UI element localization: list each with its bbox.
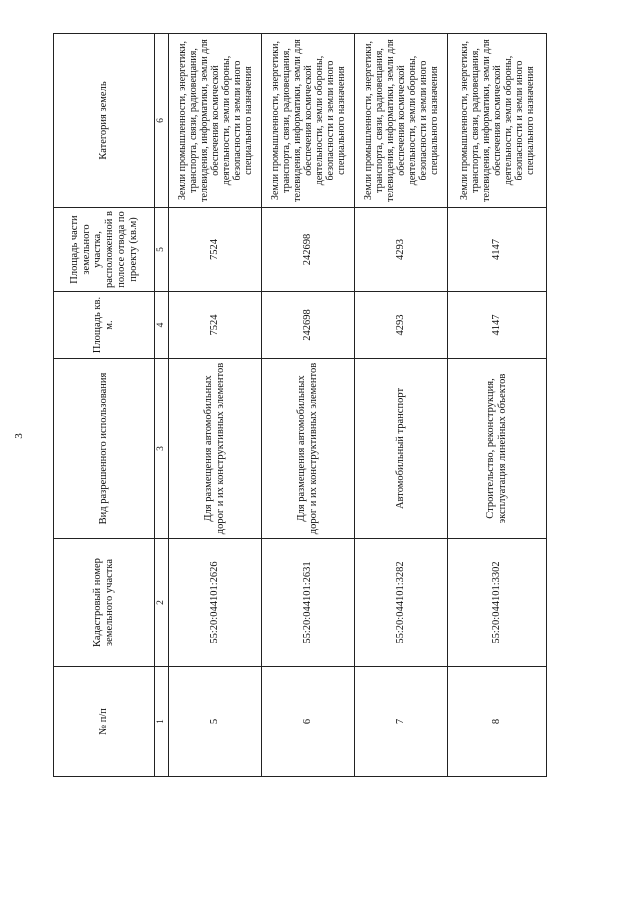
- cadastral-number: 55:20:044101:3282: [355, 539, 448, 667]
- table-row: [262, 34, 355, 777]
- table-row: [355, 34, 448, 777]
- header-cadastral-number: Кадастровый номер земельного участка: [54, 539, 155, 667]
- permitted-use: Для размещения автомобильных дорог и их конструктивных элементов: [262, 359, 355, 539]
- header-part-area: Площадь части земельного участка, расположенной в полосе отвода по проекту (кв.м): [54, 208, 155, 292]
- area: 4147: [448, 292, 547, 359]
- area: 7524: [169, 292, 262, 359]
- land-category: Земли промышленности, энергетики, транспорта, связи, радиовещания, телевидения, информатики, земли для обеспечения космической деятельности, земли обороны, безопасности и земли иного специального назначения: [169, 34, 262, 208]
- part-area: 4147: [448, 208, 547, 292]
- table-row: [169, 34, 262, 777]
- header-permitted-use: Вид разрешенного использования: [54, 359, 155, 539]
- column-number: 2: [155, 539, 169, 667]
- land-category: Земли промышленности, энергетики, транспорта, связи, радиовещания, телевидения, информатики, земли для обеспечения космической деятельности, земли обороны, безопасности и земли иного специального назначения: [448, 34, 547, 208]
- land-category: Земли промышленности, энергетики, транспорта, связи, радиовещания, телевидения, информатики, земли для обеспечения космической деятельности, земли обороны, безопасности и земли иного специального назначения: [355, 34, 448, 208]
- land-plots-table: [53, 33, 547, 777]
- table-row: [448, 34, 547, 777]
- area: 4293: [355, 292, 448, 359]
- table-header-row: [54, 34, 155, 777]
- permitted-use: Строительство, реконструкция, эксплуатация линейных объектов: [448, 359, 547, 539]
- row-number: 7: [355, 667, 448, 777]
- header-row-number: № п/п: [54, 667, 155, 777]
- land-plots-table-wrapper: [53, 34, 541, 777]
- column-number: 1: [155, 667, 169, 777]
- cadastral-number: 55:20:044101:3302: [448, 539, 547, 667]
- part-area: 4293: [355, 208, 448, 292]
- row-number: 6: [262, 667, 355, 777]
- header-land-category: Категория земель: [54, 34, 155, 208]
- land-category: Земли промышленности, энергетики, транспорта, связи, радиовещания, телевидения, информатики, земли для обеспечения космической деятельности, земли обороны, безопасности и земли иного специального назначения: [262, 34, 355, 208]
- row-number: 5: [169, 667, 262, 777]
- row-number: 8: [448, 667, 547, 777]
- part-area: 242698: [262, 208, 355, 292]
- column-number: 4: [155, 292, 169, 359]
- permitted-use: Для размещения автомобильных дорог и их конструктивных элементов: [169, 359, 262, 539]
- page-number: 3: [13, 433, 25, 439]
- column-number: 5: [155, 208, 169, 292]
- permitted-use: Автомобильный транспорт: [355, 359, 448, 539]
- cadastral-number: 55:20:044101:2626: [169, 539, 262, 667]
- column-numbers-row: [155, 34, 169, 777]
- area: 242698: [262, 292, 355, 359]
- column-number: 6: [155, 34, 169, 208]
- column-number: 3: [155, 359, 169, 539]
- header-area: Площадь кв. м.: [54, 292, 155, 359]
- cadastral-number: 55:20:044101:2631: [262, 539, 355, 667]
- part-area: 7524: [169, 208, 262, 292]
